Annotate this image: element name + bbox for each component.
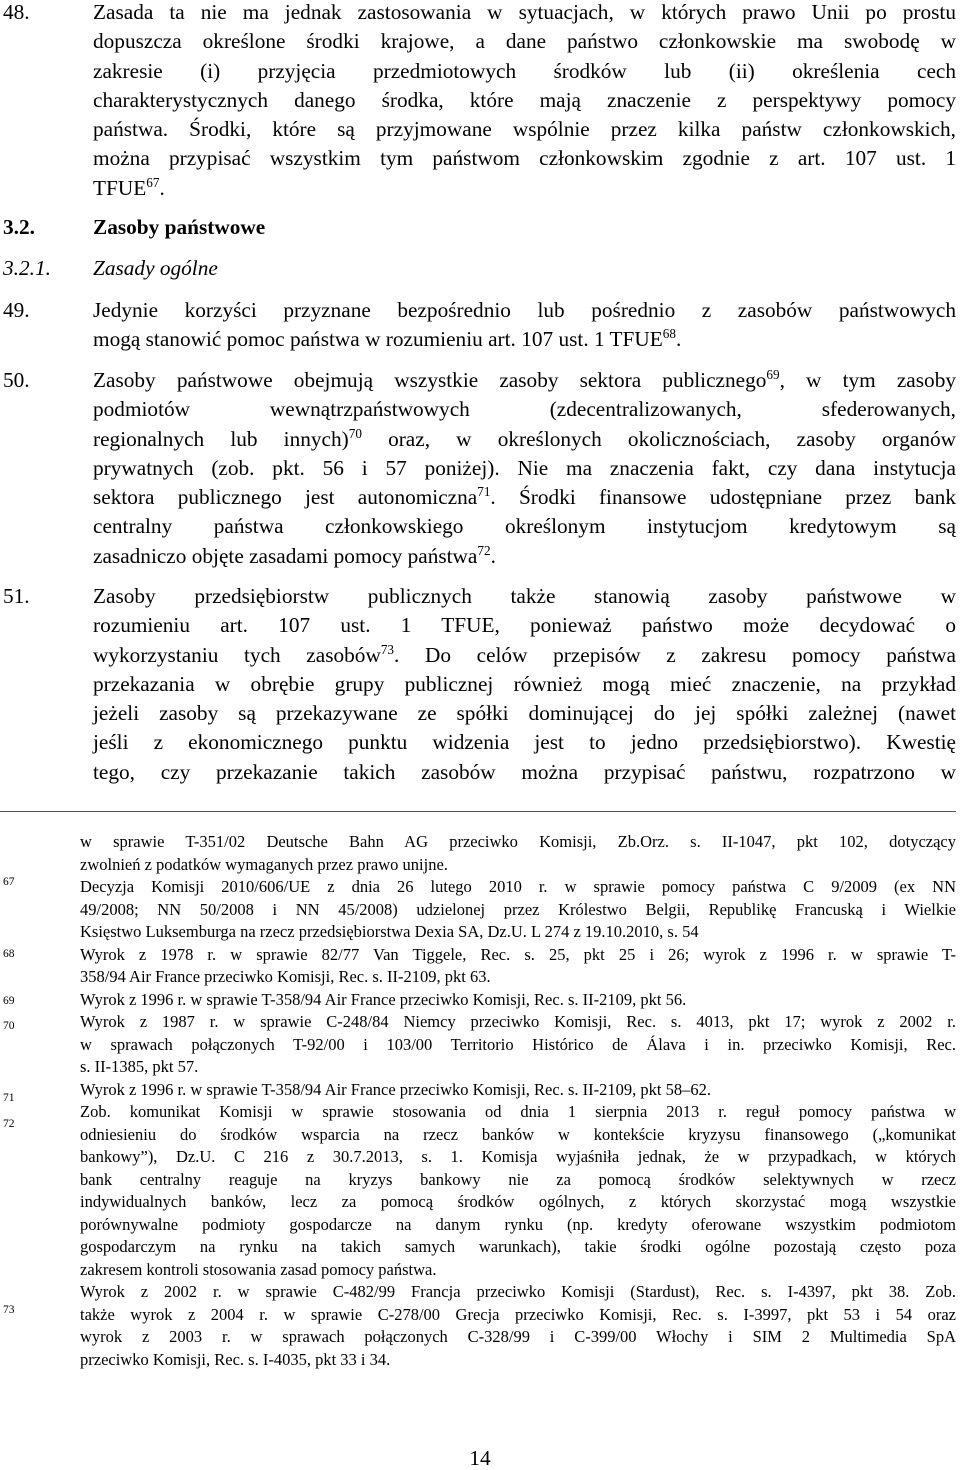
paragraph-text: Jedynie korzyści przyznane bezpośrednio lub pośrednio z zasobów państwowych mogą stanowić pomoc państwa w rozumieniu art. 107 ust. 1 TFUE$^{68}$.	[93, 298, 956, 352]
footnote-marker-67: 67	[3, 876, 15, 888]
footnote-line: przeciwko Komisji, Rec. s. I-4035, pkt 33 i 34.	[80, 1349, 391, 1369]
footnote-marker-68: 68	[3, 948, 15, 960]
footnote-line: zakresem kontroli stosowania zasad pomocy państwa.	[80, 1259, 437, 1279]
footnote-ref[interactable]: 68	[662, 326, 676, 342]
footnote-marker-72: 72	[3, 1118, 15, 1130]
paragraph-number: 48.	[3, 0, 30, 24]
subsection-title: Zasady ogólne	[93, 256, 218, 280]
footnote-ref[interactable]: 67	[146, 174, 160, 190]
footnote-line: wyrok z 2003 r. w sprawach połączonych C-328/99 i C-399/00 Włochy i SIM 2 Multimedia SpA	[80, 1327, 956, 1346]
footnote-line: Decyzja Komisji 2010/606/UE z dnia 26 lutego 2010 r. w sprawie pomocy państwa C 9/2009 (ex NN	[80, 877, 956, 896]
footnote-line: Wyrok z 2002 r. w sprawie C-482/99 Francja przeciwko Komisji (Stardust), Rec. s. I-4397, pkt 38. Zob.	[80, 1282, 956, 1301]
footnote-line: Wyrok z 1978 r. w sprawie 82/77 Van Tiggele, Rec. s. 25, pkt 25 i 26; wyrok z 1996 r. w sprawie T-	[80, 944, 956, 964]
footnote-line: porównywalne podmioty gospodarcze na danym rynku (np. kredyty oferowane wszystkim podmiotom	[80, 1214, 956, 1234]
footnote-line: 49/2008; NN 50/2008 i NN 45/2008) udzielonej przez Królestwo Belgii, Republikę Francuską i Wielkie	[80, 899, 956, 919]
footnote-line: Księstwo Luksemburga na rzecz przedsiębiorstwa Dexia SA, Dz.U. L 274 z 19.10.2010, s. 54	[80, 922, 699, 941]
paragraph-number: 50.	[3, 368, 30, 392]
footnote-marker-69: 69	[3, 995, 15, 1007]
paragraph-text: Zasoby przedsiębiorstw publicznych także stanowią zasoby państwowe w rozumieniu art. 107 ust. 1 TFUE, ponieważ państwo może decydować o wykorzystaniu tych zasobów$^{73}$. Do celów przepisów z zakresu pomocy państwa przekazania w obrębie grupy publicznej również mogą mieć znaczenie, na przykład jeżeli zasoby są przekazywane ze spółki dominującej do jej spółki zależnej (nawet jeśli z ekonomicznego punktu widzenia jest to jedno przedsiębiorstwo). Kwestię tego, czy przekazanie takich zasobów można przypisać państwu, rozpatrzono w	[93, 584, 956, 784]
footnote-ref[interactable]: 69	[766, 366, 780, 382]
paragraph-number: 49.	[3, 298, 30, 322]
paragraph-text: Zasoby państwowe obejmują wszystkie zasoby sektora publicznego$^{69}$, w tym zasoby podmiotów wewnątrzpaństwowych (zdecentralizowanych, sfederowanych, regionalnych lub innych)$^{70}$ oraz, w określonych okolicznościach, zasoby organów prywatnych (zob. pkt. 56 i 57 poniżej). Nie ma znaczenia fakt, czy dana instytucja sektora publicznego jest autonomiczna$^{71}$. Środki finansowe udostępniane przez bank centralny państwa członkowskiego określonym instytucjom kredytowym są zasadniczo objęte zasadami pomocy państwa$^{72}$.	[93, 366, 956, 568]
footnote-line: także wyrok z 2004 r. w sprawie C-278/00 Grecja przeciwko Komisji, Rec. s. I-3997, pkt 53 i 54 oraz	[80, 1304, 956, 1324]
footnote-ref[interactable]: 71	[477, 484, 491, 500]
footnote-marker-71: 71	[3, 1092, 15, 1104]
footnote-text	[80, 831, 956, 1371]
paragraph-text: Zasada ta nie ma jednak zastosowania w sytuacjach, w których prawo Unii po prostu dopuszcza określone środki krajowe, a dane państwo członkowskie ma swobodę w zakresie (i) przyjęcia przedmiotowych środków lub (ii) określenia cech charakterystycznych danego środka, które mają znaczenie z perspektywy pomocy państwa. Środki, które są przyjmowane wspólnie przez kilka państw członkowskich, można przypisać wszystkim tym państwom członkowskim zgodnie z art. 107 ust. 1 TFUE$^{67}$.	[93, 0, 956, 200]
section-title: Zasoby państwowe	[93, 215, 266, 239]
footnote-marker-70: 70	[3, 1020, 15, 1032]
paragraph-number: 51.	[3, 584, 30, 608]
page-number: 14	[469, 1446, 491, 1470]
footnote-line: odniesieniu do środków wsparcia na rzecz banków w kontekście kryzysu finansowego („komunikat	[80, 1124, 956, 1144]
footnote-line: 358/94 Air France przeciwko Komisji, Rec. s. II-2109, pkt 63.	[80, 967, 491, 986]
footnote-marker-73: 73	[3, 1304, 15, 1316]
footnote-line: Zob. komunikat Komisji w sprawie stosowania od dnia 1 sierpnia 2013 r. reguł pomocy państwa w	[80, 1102, 956, 1121]
footnote-line: bank centralny reaguje na kryzys bankowy nie za pomocą środków selektywnych w rzecz	[80, 1169, 956, 1189]
footnote-line: Wyrok z 1996 r. w sprawie T-358/94 Air France przeciwko Komisji, Rec. s. II-2109, pkt 58–62.	[80, 1079, 711, 1099]
footnote-line: s. II-1385, pkt 57.	[80, 1057, 199, 1076]
footnote-ref[interactable]: 73	[380, 641, 395, 657]
footnote-line: indywidualnych banków, lecz za pomocą środków ogólnych, z których skorzystać mogą wszystkie	[80, 1192, 956, 1211]
footnote-ref[interactable]: 72	[477, 542, 491, 558]
footnote-line: w sprawie T-351/02 Deutsche Bahn AG przeciwko Komisji, Zb.Orz. s. II-1047, pkt 102, dotyczący	[80, 832, 956, 851]
subsection-number: 3.2.1.	[3, 256, 51, 280]
footnote-line: bankowy”), Dz.U. C 216 z 30.7.2013, s. 1. Komisja wyjaśniła jednak, że w przypadkach, w których	[80, 1147, 956, 1166]
footnote-separator	[0, 811, 956, 812]
footnote-line: Wyrok z 1987 r. w sprawie C-248/84 Niemcy przeciwko Komisji, Rec. s. 4013, pkt 17; wyrok z 2002 r.	[80, 1012, 956, 1031]
footnote-line: Wyrok z 1996 r. w sprawie T-358/94 Air France przeciwko Komisji, Rec. s. II-2109, pkt 56.	[80, 989, 687, 1009]
section-heading	[3, 213, 35, 242]
footnote-line: zwolnień z podatków wymaganych przez prawo unijne.	[80, 854, 448, 874]
section-number: 3.2.	[3, 215, 35, 239]
subsection-heading	[3, 254, 51, 283]
footnote-line: w sprawach połączonych T-92/00 i 103/00 Territorio Histórico de Álava i in. przeciwko Komisji, Rec.	[80, 1034, 956, 1054]
footnote-line: gospodarczym na rynku na takich samych warunkach), takie środki ogólne pozostają często poza	[80, 1237, 956, 1256]
footnote-ref[interactable]: 70	[348, 425, 362, 441]
